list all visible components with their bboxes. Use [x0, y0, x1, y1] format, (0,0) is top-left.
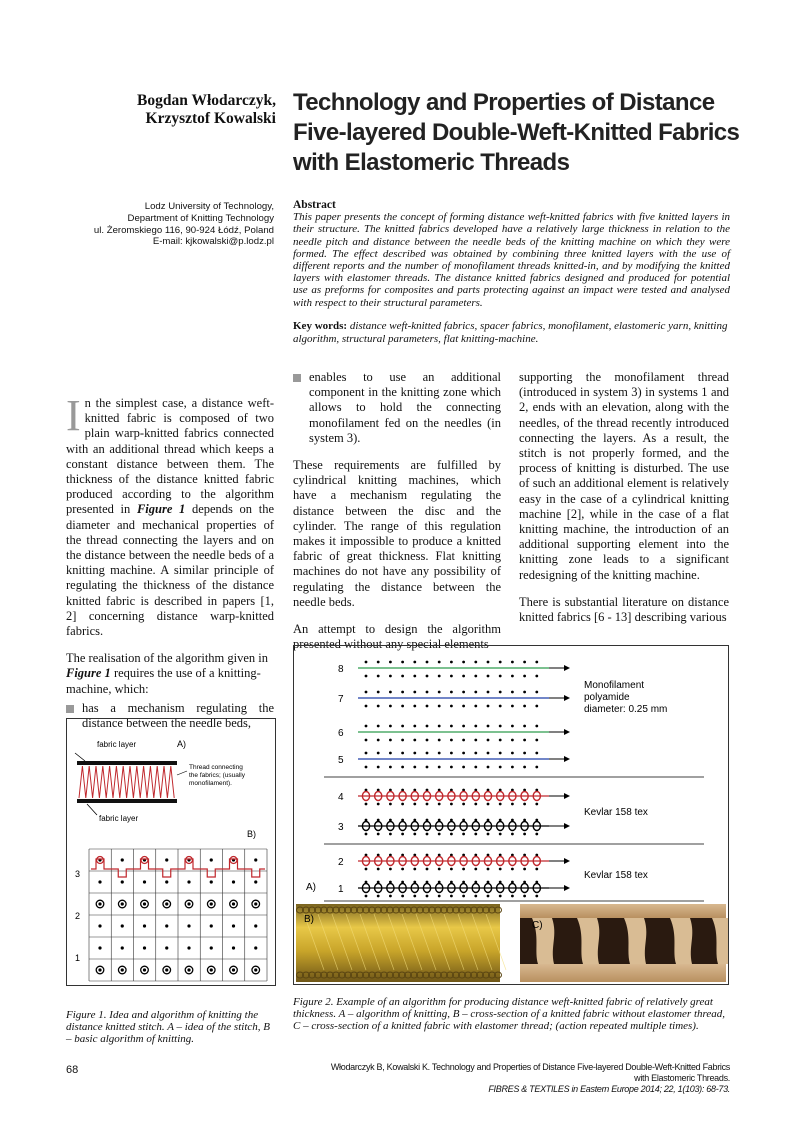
figure-1 [66, 718, 276, 986]
label-a: A) [177, 739, 186, 749]
row-label: 2 [75, 911, 81, 921]
text-run: requires the use of a knitting-machine, which: [66, 666, 261, 696]
label-monofilament: polyamide [584, 692, 630, 703]
citation-line: Włodarczyk B, Kowalski K. Technology and Properties of Distance Five-layered Double-Weft-Knitted Fabrics with Elastomeric Threads. [330, 1062, 730, 1083]
label-monofilament: diameter: 0.25 mm [584, 704, 668, 715]
row-label: 3 [75, 869, 81, 879]
paragraph: An attempt to design the algorithm presented without any special elements [293, 622, 501, 652]
label-kevlar: Kevlar 158 tex [584, 870, 648, 881]
affiliation [90, 201, 274, 248]
figure-1-drawing [67, 719, 275, 985]
row-label: 5 [338, 755, 344, 766]
affiliation-line: ul. Żeromskiego 116, 90-924 Łódź, Poland [93, 224, 274, 236]
keywords [293, 320, 730, 346]
label-a: A) [306, 882, 316, 893]
label-bottom-layer: fabric layer [99, 814, 139, 823]
abstract-heading: Abstract [293, 199, 336, 211]
column-2 [293, 370, 501, 664]
bullet-item: has a mechanism regulating the distance between the needle beds, [66, 701, 274, 731]
affiliation-line: Department of Knitting Technology [127, 212, 274, 224]
row-label: 1 [338, 884, 344, 895]
author-2: Krzysztof Kowalski [145, 110, 276, 127]
abstract [293, 199, 730, 309]
algorithm-rows [324, 661, 704, 901]
figure-1-caption: Figure 1. Idea and algorithm of knitting the distance knitted stitch. A – idea of the stitch, B – basic algorithm of knitting. [66, 1009, 270, 1046]
label-b: B) [247, 829, 256, 839]
keywords-label: Key words: [293, 320, 348, 332]
title-line-3: with Elastomeric Threads [293, 149, 570, 176]
title-line-2: Five-layered Double-Weft-Knitted Fabrics [293, 119, 740, 146]
connecting-thread [79, 766, 174, 798]
row-label: 2 [338, 857, 344, 868]
photo-c-bottom-layer [520, 964, 726, 982]
label-connector: monofilament). [189, 780, 232, 787]
author-1: Bogdan Włodarczyk, [137, 92, 276, 109]
row-label: 3 [338, 822, 344, 833]
knitting-grid [89, 849, 267, 981]
label-kevlar: Kevlar 158 tex [584, 807, 648, 818]
top-fabric-layer [77, 761, 177, 765]
label-c: C) [532, 920, 543, 931]
row-label: 6 [338, 728, 344, 739]
label-connector: the fabrics; (usually [189, 772, 245, 779]
drop-cap: I [66, 391, 81, 440]
text-run: depends on the diameter and mechanical properties of the thread connecting the layers and on the distance between the needle beds of a knitting machine. A similar principle of regulating the thickness of the distance knitted fabric is described in papers [1, 2] concerning distance warp-knitted fabrics. [66, 502, 274, 639]
text-run: n the simplest case, a distance weft-knitted fabric is composed of two plain warp-knitted fabrics connected with an additional thread which keeps a constant distance between them. The thickness of the distance knitted fabric produced according to the algorithm presented in [66, 396, 274, 517]
figure-2-drawing [294, 646, 728, 984]
bottom-fabric-layer [77, 799, 177, 803]
figure-2-caption: Figure 2. Example of an algorithm for producing distance weft-knitted fabric of relatively great thickness. A – algorithm of knitting, B – cross-section of a knitted fabric without elastomer thread, C – cross-section of a knitted fabric with elastomer thread; (action repeated multiple times). [293, 996, 726, 1033]
label-monofilament: Monofilament [584, 680, 645, 691]
photo-c-top-layer [520, 904, 726, 918]
row-label: 1 [75, 953, 81, 963]
label-connector: Thread connecting [189, 764, 243, 771]
authors [70, 92, 276, 128]
citation-journal: FIBRES & TEXTILES in Eastern Europe 2014; 22, 1(103): 68-73. [488, 1084, 730, 1094]
citation-footer [330, 1062, 730, 1095]
affiliation-line: Lodz University of Technology, [144, 201, 274, 212]
abstract-text: This paper presents the concept of forming distance weft-knitted fabrics with five knitted layers in their structure. The knitted fabrics developed have a relatively large thickness in relation to the needle pitch and distance between the needle beds of the knitting machine on which they were formed. The effect described was obtained by combining three knitted layers with the use of different reports and the number of monofilament threads knitted-in, and by modifying the knitted layers with elastomer threads. The distance knitted fabrics designed and produced for potential use as preforms for composites and parts protecting against an impact were tested and analysed with respect to their structural parameters. [293, 211, 730, 309]
title-line-1: Technology and Properties of Distance [293, 89, 715, 116]
figure-ref: Figure 1 [136, 502, 186, 517]
bullet-item: enables to use an additional component in the knitting zone which allows to hold the connecting monofilament fed on the needles (in system 3). [293, 370, 501, 446]
figure-ref: Figure 1 [66, 666, 111, 681]
row-label: 4 [338, 792, 344, 803]
text-run: The realisation of the algorithm given in [66, 651, 269, 666]
column-3 [519, 370, 729, 637]
paragraph: There is substantial literature on distance knitted fabrics [6 - 13] describing various [519, 594, 729, 625]
intro-paragraph [66, 391, 274, 639]
affiliation-email: E-mail: kjkowalski@p.lodz.pl [152, 236, 274, 248]
label-top-layer: fabric layer [97, 740, 137, 749]
keywords-text: distance weft-knitted fabrics, spacer fabrics, monofilament, elastomeric yarn, knitting algorithm, structural parameters, flat knitting-machine. [293, 320, 728, 345]
row-label: 7 [338, 694, 344, 705]
paragraph [66, 651, 274, 697]
page-number: 68 [66, 1064, 79, 1076]
figure-2 [293, 645, 729, 985]
paragraph: supporting the monofilament thread (introduced in system 3) in systems 1 and 2, ends with an elevation, along with the needles, of the thread recently introduced connecting the layers. As a result, the stitch is not properly formed, and the process of knitting is disturbed. The use of such an additional element is relatively easy in the case of a cylindrical knitting machine [2], while in the case of a flat knitting machine, the introduction of an additional supporting element into the knitting zone leads to a significant redesigning of the knitting machine. [519, 370, 729, 582]
row-label: 8 [338, 664, 344, 675]
column-1 [66, 391, 274, 731]
paragraph: These requirements are fulfilled by cylindrical knitting machines, which have a mechanism regulating the distance between the disc and the cylinder. The range of this regulation makes it impossible to produce a knitted fabric of great thickness. Flat knitting machines do not have any possibility of regulating the distance between the needle beds. [293, 458, 501, 609]
article-title [293, 88, 753, 178]
label-b: B) [304, 914, 314, 925]
